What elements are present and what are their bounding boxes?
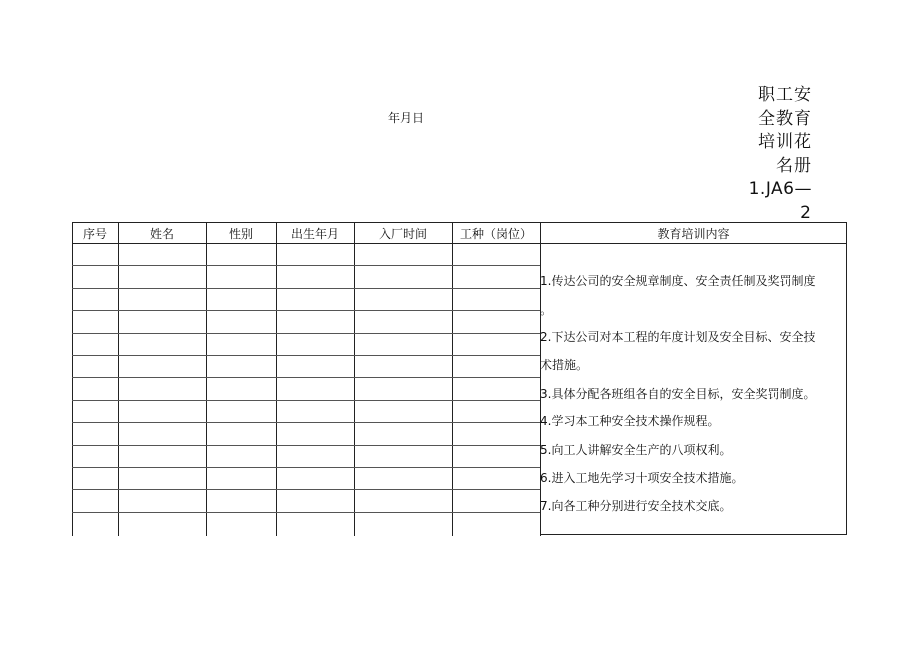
grid-row-line bbox=[72, 422, 540, 423]
header-birth: 出生年月 bbox=[290, 227, 339, 241]
grid-header-line bbox=[72, 222, 540, 223]
title-line: 2 bbox=[800, 202, 812, 223]
content-item: 3.具体分配各班组各自的安全目标，安全奖罚制度。 bbox=[540, 387, 816, 401]
roster-table bbox=[72, 222, 540, 536]
content-item: 。 bbox=[540, 303, 553, 317]
header-name: 姓名 bbox=[149, 227, 174, 241]
content-item: 2.下达公司对本工程的年度计划及安全目标、安全技 bbox=[540, 330, 816, 344]
header-serial: 序号 bbox=[82, 227, 107, 241]
grid-row-line bbox=[72, 445, 540, 446]
content-item: 4.学习本工种安全技术操作规程。 bbox=[540, 414, 720, 428]
grid-row-line bbox=[72, 512, 540, 513]
title-line: 名册 bbox=[776, 155, 812, 176]
grid-row-line bbox=[72, 310, 540, 311]
grid-row-line bbox=[72, 265, 540, 266]
grid-row-line bbox=[72, 333, 540, 334]
title-line: 培训花 bbox=[758, 132, 812, 152]
header-entry-date: 入厂时间 bbox=[378, 227, 427, 241]
title-line: 全教育 bbox=[758, 108, 812, 129]
content-item: 术措施。 bbox=[540, 358, 589, 372]
grid-row-line bbox=[72, 377, 540, 378]
content-item: 5.向工人讲解安全生产的八项权利。 bbox=[540, 443, 732, 457]
content-item: 1.传达公司的安全规章制度、安全责任制及奖罚制度 bbox=[540, 274, 816, 288]
date-label: 年月日 bbox=[388, 111, 425, 125]
grid-header-line bbox=[72, 243, 540, 244]
header-gender: 性别 bbox=[228, 227, 253, 241]
header-training-content: 教育培训内容 bbox=[657, 227, 730, 241]
document-title bbox=[740, 84, 812, 225]
grid-row-line bbox=[72, 288, 540, 289]
grid-row-line bbox=[72, 489, 540, 490]
grid-row-line bbox=[72, 400, 540, 401]
title-line: 职工安 bbox=[758, 85, 812, 105]
content-header-divider bbox=[541, 243, 846, 244]
content-item: 6.进入工地先学习十项安全技术措施。 bbox=[540, 471, 744, 485]
title-line: 1.JA6— bbox=[748, 179, 812, 199]
header-job-type: 工种（岗位） bbox=[459, 227, 532, 241]
grid-row-line bbox=[72, 467, 540, 468]
content-item: 7.向各工种分别进行安全技术交底。 bbox=[540, 499, 732, 513]
grid-row-line bbox=[72, 355, 540, 356]
